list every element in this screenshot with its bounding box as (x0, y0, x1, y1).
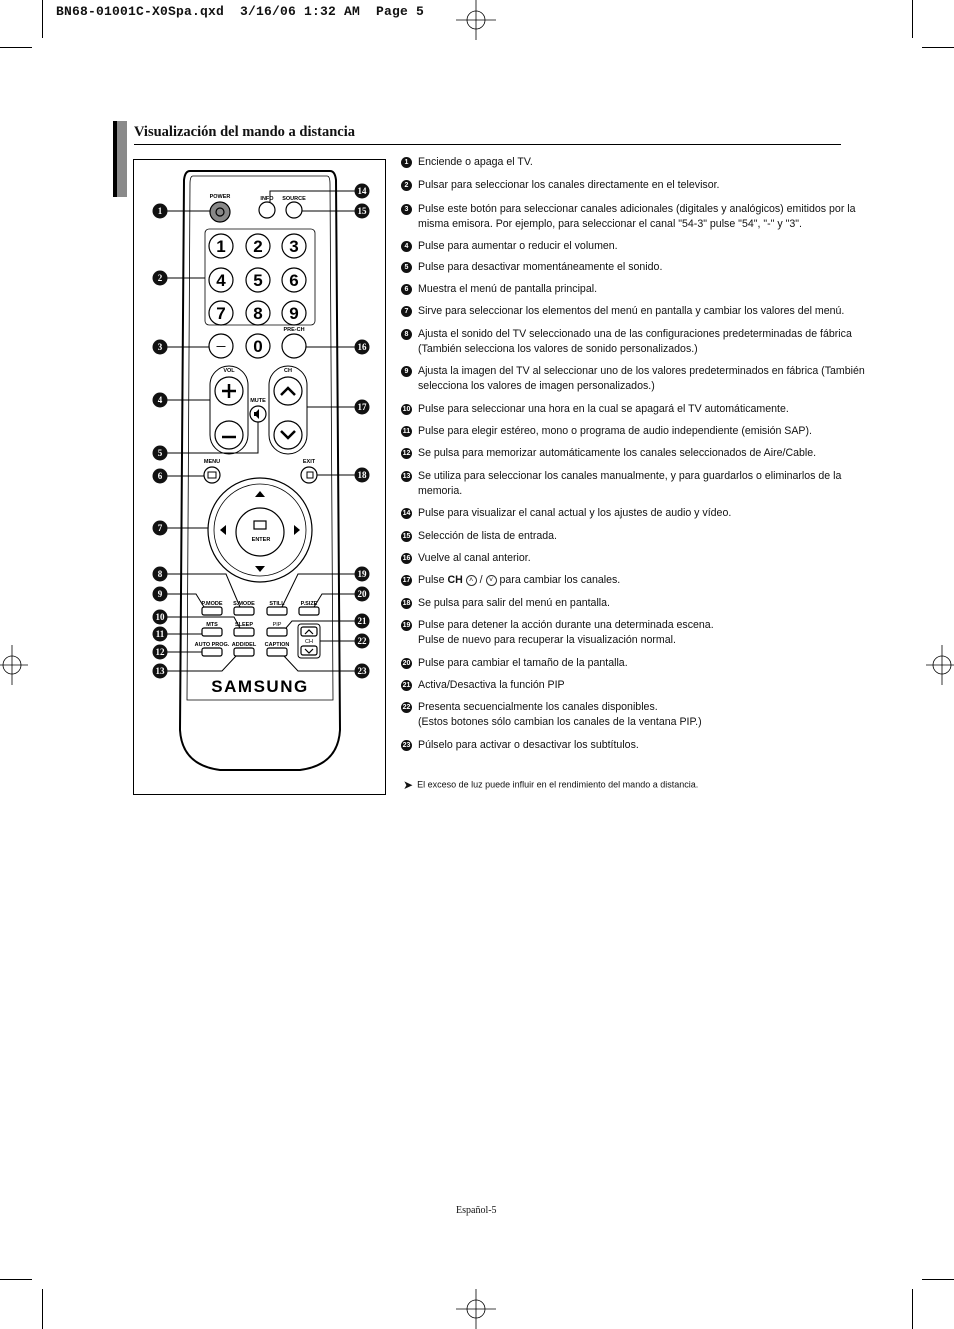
caption-button[interactable] (267, 648, 287, 656)
info-button[interactable] (259, 202, 275, 218)
auto-prog-label: AUTO PROG. (194, 642, 230, 648)
exit-button[interactable] (301, 467, 317, 483)
description-item (401, 364, 873, 394)
print-slug: BN68-01001C-X0Spa.qxd 3/16/06 1:32 AM Page 5 (56, 4, 425, 19)
callout-number: 10 (155, 612, 165, 622)
description-item (401, 327, 873, 357)
crop-mark (42, 0, 43, 38)
item-number-badge: 23 (402, 742, 411, 749)
item-number-badge: 2 (401, 180, 412, 191)
description-item (401, 260, 873, 275)
pip-ch-up-button[interactable] (301, 627, 317, 636)
digit-9-label: 9 (289, 304, 299, 323)
power-label: POWER (209, 194, 231, 200)
item-number-badge: 13 (402, 473, 411, 480)
item-number-badge: 1 (401, 157, 412, 168)
description-item (401, 202, 873, 232)
still-button[interactable] (267, 607, 287, 615)
note-text: El exceso de luz puede influir en el rendimiento del mando a distancia. (417, 779, 699, 790)
pip-button[interactable] (267, 628, 287, 636)
brand-logo: SAMSUNG (211, 677, 309, 696)
callout-number: 14 (357, 186, 367, 196)
ch-down-button[interactable] (274, 421, 302, 449)
callout-number: 9 (157, 589, 163, 599)
callout-number: 2 (157, 273, 163, 283)
psize-button[interactable] (299, 607, 319, 615)
crop-mark (912, 0, 913, 38)
callout-number: 21 (357, 616, 367, 626)
item-text: Activa/Desactiva la función PIP (418, 679, 565, 691)
description-item (401, 155, 873, 170)
description-item (401, 424, 873, 439)
add-del-label: ADD/DEL (231, 642, 257, 648)
enter-button[interactable] (236, 508, 284, 556)
pmode-button[interactable] (202, 607, 222, 615)
description-item (401, 656, 873, 671)
crop-mark (0, 47, 32, 48)
description-item (401, 446, 873, 461)
item-text: Selección de lista de entrada. (418, 530, 557, 542)
callout-number: 8 (157, 569, 163, 579)
callout-number: 18 (357, 470, 367, 480)
description-item (401, 678, 873, 693)
item-text: Púlselo para activar o desactivar los subtítulos. (418, 739, 639, 751)
digit-0-label: 0 (253, 337, 263, 356)
digit-3-label: 3 (289, 237, 299, 256)
item-number-badge: 16 (402, 555, 411, 562)
callout-number: 20 (357, 589, 367, 599)
note (403, 778, 698, 792)
item-text: Se pulsa para salir del menú en pantalla. (418, 597, 610, 609)
item-text-line2: (Estos botones sólo cambian los canales de la ventana PIP.) (418, 716, 702, 728)
still-label: STILL (269, 601, 285, 607)
item-text: Pulsar para seleccionar los canales directamente en el televisor. (418, 179, 720, 191)
note-arrow-icon: ➤ (403, 778, 414, 792)
callout-number: 1 (157, 206, 163, 216)
callout-number: 23 (357, 666, 367, 676)
prech-label: PRE-CH (283, 327, 305, 333)
item-text: Se utiliza para seleccionar los canales manualmente, y para guardarlos o eliminarlos de la memoria. (418, 470, 842, 497)
item-number-badge: 17 (402, 577, 411, 584)
item-text: Muestra el menú de pantalla principal. (418, 283, 598, 295)
item-number-badge: 15 (402, 533, 411, 540)
crop-mark (912, 1289, 913, 1329)
registration-mark-icon (456, 0, 496, 40)
vol-down-button[interactable] (215, 421, 243, 449)
description-item (401, 700, 873, 730)
item-text: Pulse para aumentar o reducir el volumen. (418, 240, 618, 252)
callout-number: 16 (357, 342, 367, 352)
item-text: Pulse para desactivar momentáneamente el sonido. (418, 261, 663, 273)
heading-rule (134, 144, 841, 145)
source-button[interactable] (286, 202, 302, 218)
add-del-button[interactable] (234, 648, 254, 656)
chevron-up-icon: ˄ (466, 575, 477, 586)
page-number: Español-5 (456, 1205, 497, 1216)
prech-button[interactable] (282, 334, 306, 358)
item-text-line2: Pulse de nuevo para recuperar la visualización normal. (418, 634, 676, 646)
item-number-badge: 7 (401, 306, 412, 317)
ch-up-button[interactable] (274, 377, 302, 405)
callout-number: 4 (157, 395, 163, 405)
item-number-badge: 22 (402, 704, 411, 711)
item-number-badge: 9 (401, 366, 412, 377)
dash-label: — (216, 341, 226, 351)
section-bar-edge (113, 121, 117, 197)
callout-number: 13 (155, 666, 165, 676)
callout-number: 7 (157, 523, 163, 533)
registration-mark-icon (456, 1289, 496, 1329)
item-number-badge: 8 (401, 329, 412, 340)
item-number-badge: 5 (401, 262, 412, 273)
crop-mark (0, 1279, 32, 1280)
crop-mark (922, 1279, 954, 1280)
digit-buttons (209, 234, 306, 325)
crop-mark (42, 1289, 43, 1329)
menu-button[interactable] (204, 467, 220, 483)
crop-mark (922, 47, 954, 48)
digit-4-label: 4 (216, 271, 226, 290)
info-label: INFO (260, 196, 274, 202)
item-number-badge: 21 (402, 682, 411, 689)
item-text: Pulse para elegir estéreo, mono o programa de audio independiente (emisión SAP). (418, 425, 812, 437)
digit-6-label: 6 (289, 271, 299, 290)
callout-number: 6 (157, 471, 163, 481)
description-item (401, 738, 873, 753)
item-number-badge: 6 (401, 284, 412, 295)
callout-number: 17 (357, 402, 367, 412)
item-number-badge: 14 (402, 510, 411, 517)
mute-label: MUTE (250, 398, 266, 404)
item-text: Ajusta la imagen del TV al seleccionar uno de los valores predeterminados en fábrica (También selecciona los valores de imagen personalizados.) (418, 365, 865, 392)
pip-ch-label: CH (305, 639, 313, 645)
digit-5-label: 5 (253, 271, 263, 290)
digit-8-label: 8 (253, 304, 263, 323)
registration-mark-icon (0, 645, 28, 685)
description-item (401, 239, 873, 254)
description-item: 17 Pulse CH ˄ / ˅ para cambiar los canales. (402, 574, 621, 586)
ch-label: CH (284, 368, 292, 374)
item-text: Pulse (418, 574, 445, 586)
callout-number: 12 (155, 647, 165, 657)
pip-label: PIP (272, 622, 282, 628)
enter-label: ENTER (251, 537, 271, 543)
sleep-label: SLEEP (234, 622, 254, 628)
description-item (401, 596, 873, 611)
item-text: Pulse este botón para seleccionar canales adicionales (digitales y analógicos) emitidos por la misma emisora. Por ejemplo, para seleccionar el canal "54-3" pulse "54", "-" y "3". (418, 203, 856, 230)
mts-button[interactable] (202, 628, 222, 636)
smode-button[interactable] (234, 607, 254, 615)
item-text: Pulse para seleccionar una hora en la cual se apagará el TV automáticamente. (418, 403, 789, 415)
caption-label: CAPTION (264, 642, 290, 648)
function-row-3 (195, 642, 290, 656)
mts-label: MTS (206, 622, 218, 628)
description-item (401, 402, 873, 417)
item-text: Vuelve al canal anterior. (418, 552, 531, 564)
item-text: Pulse para cambiar el tamaño de la pantalla. (418, 657, 628, 669)
item-number-badge: 18 (402, 600, 411, 607)
callout-number: 11 (155, 629, 165, 639)
pmode-label: P.MODE (201, 601, 223, 607)
auto-prog-button[interactable] (202, 648, 222, 656)
item-text: para cambiar los canales. (499, 574, 621, 586)
remote-control-diagram (134, 160, 385, 794)
exit-label: EXIT (302, 459, 316, 465)
smode-label: S.MODE (233, 601, 255, 607)
digit-1-label: 1 (216, 237, 226, 256)
psize-label: P.SIZE (300, 601, 318, 607)
sleep-button[interactable] (234, 628, 254, 636)
power-button[interactable] (210, 202, 230, 222)
description-item (401, 551, 873, 566)
description-item (401, 282, 873, 297)
item-text: Enciende o apaga el TV. (418, 156, 533, 168)
item-text: Se pulsa para memorizar automáticamente los canales seleccionados de Aire/Cable. (418, 447, 817, 459)
item-number-badge: 3 (401, 204, 412, 215)
callout-number: 19 (357, 569, 367, 579)
menu-label: MENU (203, 459, 221, 465)
item-number-badge: 11 (402, 428, 411, 435)
description-item (401, 178, 873, 193)
item-text: Pulse para detener la acción durante una determinada escena. (418, 619, 714, 631)
item-text: Pulse para visualizar el canal actual y los ajustes de audio y vídeo. (418, 507, 732, 519)
item-number-badge: 10 (402, 406, 411, 413)
item-text: Ajusta el sonido del TV seleccionado una de las configuraciones predeterminadas de fábrica (También selecciona los valores de sonido personalizados.) (418, 328, 852, 355)
callout-number: 15 (357, 206, 367, 216)
callout-number: 3 (157, 342, 163, 352)
registration-mark-icon (926, 645, 954, 685)
description-item (401, 529, 873, 544)
item-number-badge: 20 (402, 660, 411, 667)
digit-7-label: 7 (216, 304, 226, 323)
section-title: Visualización del mando a distancia (134, 124, 356, 140)
item-number-badge: 4 (401, 241, 412, 252)
item-text: Presenta secuencialmente los canales disponibles. (418, 701, 658, 713)
item-number-badge: 19 (402, 622, 411, 629)
description-item (401, 618, 873, 648)
chevron-down-icon: ˅ (486, 575, 497, 586)
ch-label: CH (447, 574, 463, 586)
source-label: SOURCE (282, 196, 306, 202)
callout-number: 22 (357, 636, 367, 646)
item-text: Sirve para seleccionar los elementos del menú en pantalla y cambiar los valores del menú. (418, 305, 845, 317)
callout-number: 5 (157, 448, 163, 458)
description-item (401, 304, 873, 319)
vol-label: VOL (223, 368, 235, 374)
item-number-badge: 12 (402, 450, 411, 457)
description-item (401, 469, 873, 499)
digit-2-label: 2 (253, 237, 263, 256)
description-item (401, 506, 873, 521)
